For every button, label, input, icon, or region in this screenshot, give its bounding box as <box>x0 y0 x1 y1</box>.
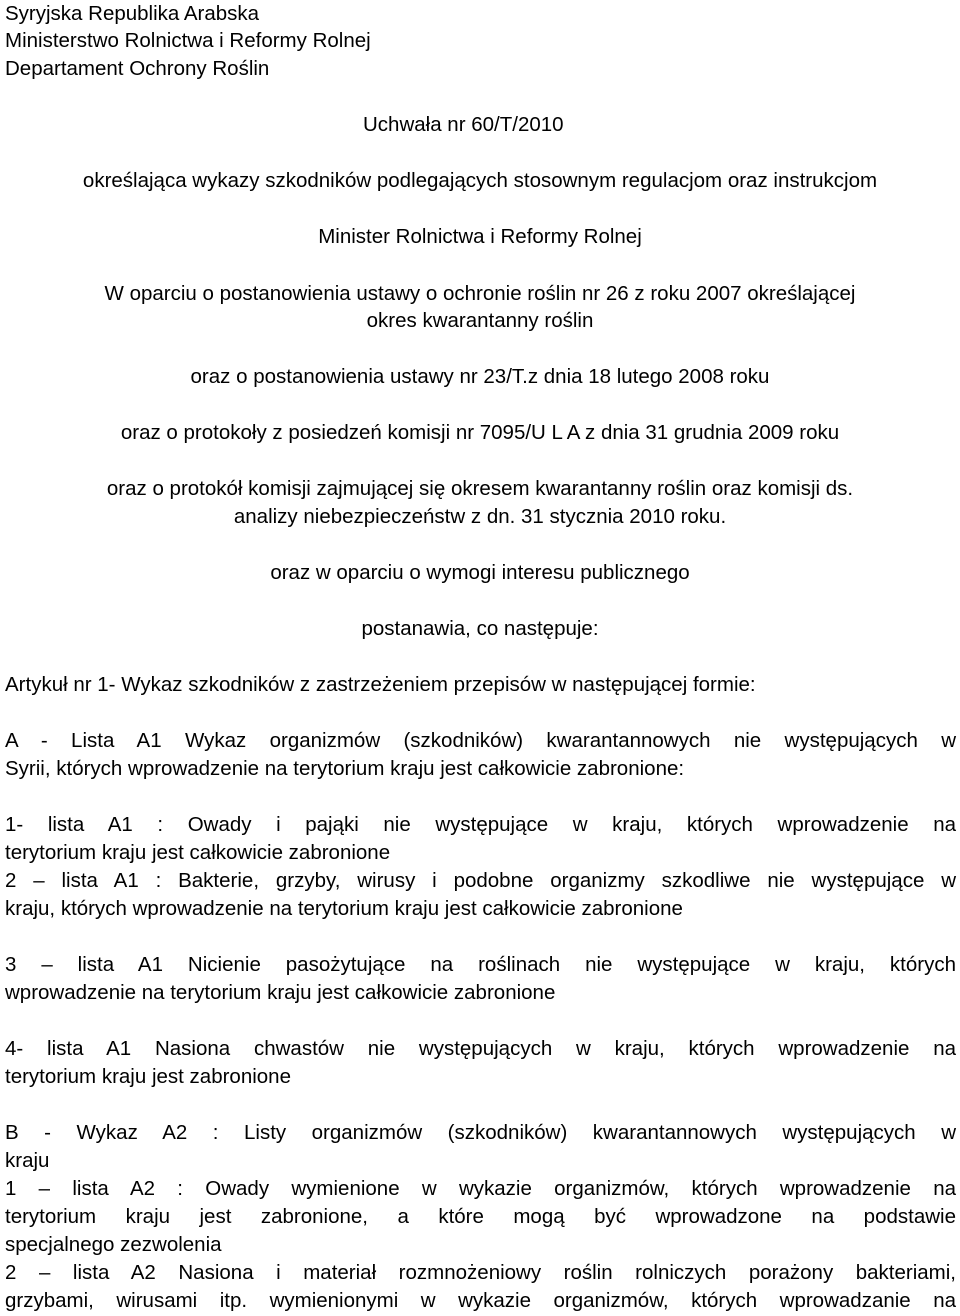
section-b-line1: B - Wykaz A2 : Listy organizmów (szkodników) kwarantannowych występujących w <box>5 1121 956 1144</box>
header-department: Departament Ochrony Roślin <box>5 57 270 80</box>
item-a2-line1: 2 – lista A1 : Bakterie, grzyby, wirusy i podobne organizmy szkodliwe nie występujące w <box>5 869 956 892</box>
preamble-p3: oraz o protokoły z posiedzeń komisji nr 7095/U L A z dnia 31 grudnia 2009 roku <box>120 421 840 444</box>
section-a-line2: Syrii, których wprowadzenie na terytorium kraju jest całkowicie zabronione: <box>5 757 685 780</box>
item-a3-line2: wprowadzenie na terytorium kraju jest całkowicie zabronione <box>5 981 556 1004</box>
issuer: Minister Rolnictwa i Reformy Rolnej <box>318 225 642 248</box>
section-b-line2: kraju <box>5 1149 50 1172</box>
item-a4-line1: 4- lista A1 Nasiona chwastów nie występujących w kraju, których wprowadzenie na <box>5 1037 956 1060</box>
preamble-p1-line2: okres kwarantanny roślin <box>366 309 594 332</box>
preamble-p5: oraz w oparciu o wymogi interesu publicznego <box>270 561 690 584</box>
resolution-subject: określająca wykazy szkodników podlegających stosownym regulacjom oraz instrukcjom <box>82 169 878 192</box>
item-a4-line2: terytorium kraju jest zabronione <box>5 1065 291 1088</box>
item-a1-line1: 1- lista A1 : Owady i pająki nie występujące w kraju, których wprowadzenie na <box>5 813 956 836</box>
preamble-p4-line1: oraz o protokół komisji zajmującej się okresem kwarantanny roślin oraz komisji ds. <box>106 477 854 500</box>
item-b1-line1: 1 – lista A2 : Owady wymienione w wykazie organizmów, których wprowadzenie na <box>5 1177 956 1200</box>
item-b1-line3: specjalnego zezwolenia <box>5 1233 222 1256</box>
item-a1-line2: terytorium kraju jest całkowicie zabronione <box>5 841 391 864</box>
item-a2-line2: kraju, których wprowadzenie na terytorium kraju jest całkowicie zabronione <box>5 897 683 920</box>
header-country: Syryjska Republika Arabska <box>5 2 260 25</box>
resolution-title: Uchwała nr 60/T/2010 <box>363 113 564 136</box>
section-a-line1: A - Lista A1 Wykaz organizmów (szkodników) kwarantannowych nie występujących w <box>5 729 956 752</box>
preamble-p1-line1: W oparciu o postanowienia ustawy o ochronie roślin nr 26 z roku 2007 określającej <box>104 282 856 305</box>
item-b2-line2: grzybami, wirusami itp. wymienionymi w wykazie organizmów, których wprowadzanie na <box>5 1289 956 1312</box>
preamble-p2: oraz o postanowienia ustawy nr 23/T.z dnia 18 lutego 2008 roku <box>190 365 770 388</box>
item-a3-line1: 3 – lista A1 Nicienie pasożytujące na roślinach nie występujące w kraju, których <box>5 953 956 976</box>
header-ministry: Ministerstwo Rolnictwa i Reformy Rolnej <box>5 29 371 52</box>
item-b1-line2: terytorium kraju jest zabronione, a które mogą być wprowadzone na podstawie <box>5 1205 956 1228</box>
preamble-p4-line2: analizy niebezpieczeństw z dn. 31 stycznia 2010 roku. <box>233 505 727 528</box>
article-1-heading: Artykuł nr 1- Wykaz szkodników z zastrzeżeniem przepisów w następującej formie: <box>5 673 756 696</box>
item-b2-line1: 2 – lista A2 Nasiona i materiał rozmnożeniowy roślin rolniczych porażony bakteriami, <box>5 1261 956 1284</box>
decision-line: postanawia, co następuje: <box>361 617 599 640</box>
